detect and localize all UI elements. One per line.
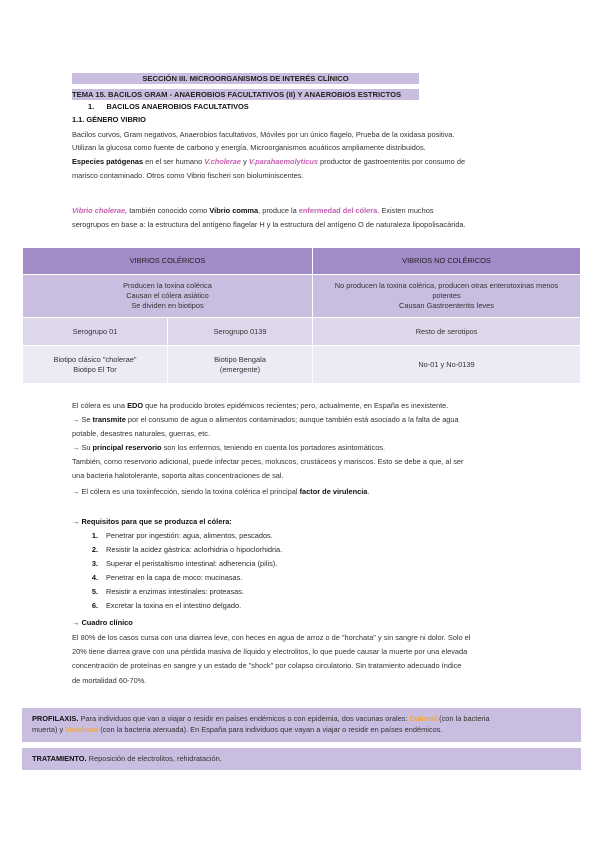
list-text: Excretar la toxina en el intestino delgado.: [106, 601, 242, 610]
info-text: → Se: [72, 415, 93, 424]
tema-title: TEMA 15. BACILOS GRAM - ANAEROBIOS FACULTATIVOS (II) Y ANAEROBIOS ESTRICTOS: [72, 89, 419, 100]
dukoral: Dukoral: [409, 714, 438, 723]
enfermedad-colera: enfermedad del cólera: [298, 206, 378, 215]
factor-virulencia: factor de virulencia: [299, 487, 368, 496]
profilaxis-box: [22, 708, 581, 742]
info-text: por el consumo de agua o alimentos contaminados; aunque también está asociado a la falta de agua: [125, 415, 459, 424]
info-text: → El cólera es una toxiinfección, siendo la toxina colérica el principal: [72, 487, 300, 496]
profilaxis-line-2: [32, 724, 571, 735]
table-cell-biotipo-bengala: [168, 346, 313, 384]
genus-title: 1.1. GÉNERO VIBRIO: [72, 115, 146, 124]
v-parahaemolyticus: V.parahaemolyticus: [248, 157, 318, 166]
vibrio-table: [22, 247, 581, 384]
tratamiento-text: Reposición de electrolitos, rehidratación.: [86, 754, 222, 763]
table-cell-serogrupo-01: Serogrupo 01: [23, 318, 168, 346]
info-line-4: [72, 442, 385, 453]
cell-line: Se dividen en biotipos: [131, 301, 204, 310]
info-line-1: [72, 400, 448, 411]
info-line-2: [72, 414, 459, 425]
tratamiento-label: TRATAMIENTO.: [32, 754, 87, 763]
vibrio-cholerae: Vibrio cholerae,: [72, 206, 128, 215]
info-text: son los enfermos, teniendo en cuenta los portadores asintomáticos.: [161, 443, 386, 452]
info-text: → Su: [72, 443, 93, 452]
cell-line: Biotipo clásico "cholerae": [53, 354, 137, 364]
requisito-item: [72, 544, 282, 558]
requisitos-title: → Requisitos para que se produzca el cólera:: [72, 517, 232, 526]
especies-patogenas: Especies patógenas: [72, 157, 144, 166]
list-number: 1.: [91, 531, 98, 540]
info-text: que ha producido brotes epidémicos recientes; pero, actualmente, en España es inexistente.: [143, 401, 449, 410]
cell-line: Biotipo Bengala: [214, 354, 266, 364]
profilaxis-line-1: [32, 713, 571, 724]
cuadro-line-2: 20% tiene diarrea grave con una pérdida masiva de líquido y electrolitos, lo que puede causar la muerte por una elevada: [72, 647, 468, 656]
list-number: 6.: [91, 601, 98, 610]
cell-line: No producen la toxina colérica, producen otras enterotoxinas menos: [334, 281, 559, 290]
cholerae-text: . Existen muchos: [377, 206, 434, 215]
cuadro-line-1: El 80% de los casos cursa con una diarrea leve, con heces en agua de arroz o de "horchata" y sin sangre ni dolor. Solo el: [72, 633, 471, 642]
cholerae-text: también conocido como: [127, 206, 210, 215]
intro-line-4: marisco contaminado. Otros como Vibrio fischeri son bioluminiscentes.: [72, 171, 304, 180]
table-cell-serogrupo-0139: Serogrupo 0139: [168, 318, 313, 346]
intro-line-2: Utilizan la glucosa como fuente de carbono y energía. Microorganismos acuáticos ampliamente distribuidos.: [72, 143, 426, 152]
cuadro-line-4: de mortalidad 60-70%.: [72, 676, 147, 685]
list-text: Resistir la acidez gástrica: aclorhidria o hipoclorhidria.: [106, 545, 283, 554]
vaxchora: Vaxchora: [65, 725, 99, 734]
table-cell-resto-serotipos: Resto de serotipos: [313, 318, 581, 346]
requisito-item: [72, 572, 282, 586]
info-text: El cólera es una: [72, 401, 128, 410]
requisito-item: [72, 530, 282, 544]
cuadro-title: → Cuadro clínico: [72, 618, 133, 627]
info-line-6: una bacteria halotolerante, soporta altas concentraciones de sal.: [72, 471, 284, 480]
list-number: 5.: [91, 587, 98, 596]
vibrio-comma: Vibrio comma: [209, 206, 259, 215]
list-text: Penetrar por ingestión: agua, alimentos, pescados.: [106, 531, 273, 540]
cuadro-line-3: concentración de proteínas en sangre y un estado de "shock" por colapso circulatorio. Sin tratamiento adecuado índice: [72, 661, 462, 670]
requisito-item: [72, 586, 282, 600]
section-title: SECCIÓN III. MICROORGANISMOS DE INTERÉS CLÍNICO: [72, 73, 419, 84]
list-text: Penetrar en la capa de moco: mucinasas.: [106, 573, 243, 582]
intro-line-3: [72, 156, 465, 167]
cell-line: (emergente): [219, 364, 261, 374]
edo: EDO: [127, 401, 144, 410]
intro-text: y: [241, 157, 249, 166]
list-number: 4.: [91, 573, 98, 582]
intro-text: productor de gastroenteritis por consumo de: [317, 157, 466, 166]
list-number: 3.: [91, 559, 98, 568]
table-head-colericos: VIBRIOS COLÉRICOS: [23, 248, 313, 275]
principal-reservorio: principal reservorio: [92, 443, 162, 452]
table-cell-no-colericos-desc: [313, 275, 581, 318]
info-line-5: También, como reservorio adicional, puede infectar peces, moluscos, crustáceos y mariscos. Esto se debe a que, al ser: [72, 457, 464, 466]
cholerae-text: , produce la: [258, 206, 299, 215]
cell-line: Producen la toxina colérica: [123, 281, 212, 290]
info-line-7: [72, 486, 369, 497]
requisito-item: [72, 600, 282, 614]
tratamiento-box: [22, 748, 581, 770]
list-number: 2.: [91, 545, 98, 554]
v-cholerae: V.cholerae: [204, 157, 242, 166]
cholerae-line-2: serogrupos en base a: la estructura del antígeno flagelar H y la estructura del antígeno O de naturaleza lipopolisacárida.: [72, 220, 466, 229]
list-text: Resistir a enzimas intestinales: proteasas.: [106, 587, 245, 596]
cell-line: potentes: [432, 291, 461, 300]
profilaxis-text: (con la bacteria atenuada). En España para individuos que vayan a viajar o residir en países endémicos.: [98, 725, 443, 734]
intro-line-1: Bacilos curvos, Gram negativos, Anaerobios facultativos, Móviles por un único flagelo, Prueba de la oxidasa positiva.: [72, 130, 455, 139]
profilaxis-text: muerta) y: [32, 725, 66, 734]
table-cell-colericos-desc: [23, 275, 313, 318]
requisito-item: [72, 558, 282, 572]
info-line-3: potable, desastres naturales, guerras, etc.: [72, 429, 211, 438]
requisitos-list: [72, 530, 282, 614]
table-cell-biotipos-01: [23, 346, 168, 384]
cell-line: Biotipo El Tor: [73, 364, 117, 374]
profilaxis-text: Para individuos que van a viajar o residir en países endémicos o con epidemia, dos vacunas orales:: [78, 714, 410, 723]
profilaxis-text: (con la bacteria: [437, 714, 490, 723]
table-head-no-colericos: VIBRIOS NO COLÉRICOS: [313, 248, 581, 275]
info-text: .: [367, 487, 370, 496]
transmite: transmite: [92, 415, 126, 424]
list-text: Superar el peristaltismo intestinal: adherencia (pilis).: [106, 559, 278, 568]
subsection-title: 1. BACILOS ANAEROBIOS FACULTATIVOS: [88, 102, 249, 111]
profilaxis-label: PROFILAXIS.: [32, 714, 79, 723]
cholerae-line-1: [72, 205, 434, 216]
cell-line: Causan Gastroenteritis leves: [399, 301, 494, 310]
intro-text: en el ser humano: [143, 157, 205, 166]
cell-line: Causan el cólera asiático: [126, 291, 209, 300]
table-cell-no-01: No-01 y No-0139: [313, 346, 581, 384]
